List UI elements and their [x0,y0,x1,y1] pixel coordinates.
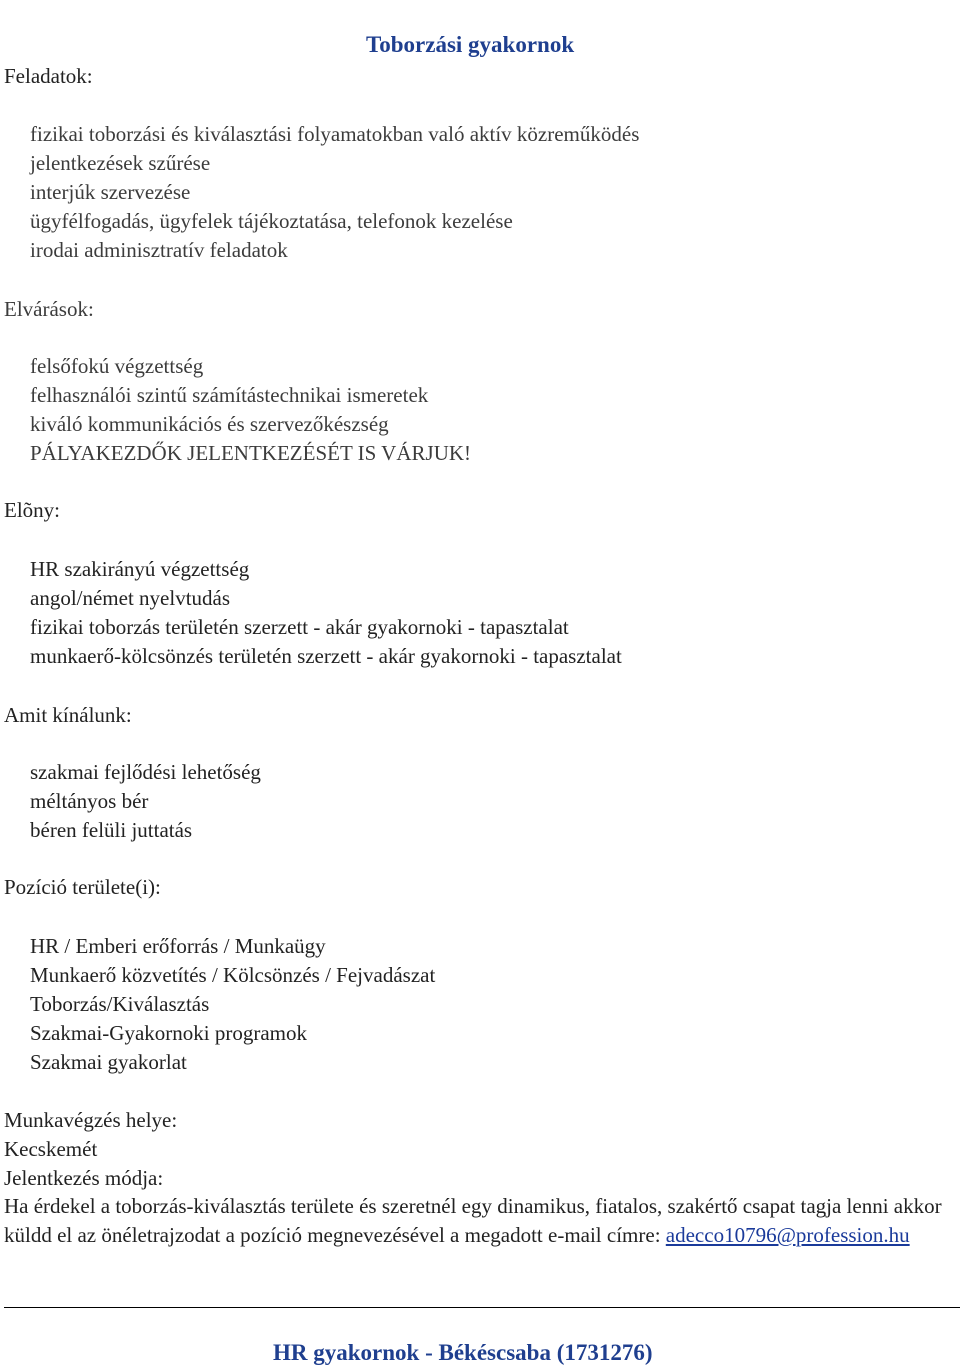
requirements-heading: Elvárások: [4,297,94,321]
list-item: méltányos bér [30,789,149,813]
list-item: fizikai toborzás területén szerzett - akár gyakornoki - tapasztalat [30,615,569,639]
page-title: Toborzási gyakornok [366,32,575,57]
list-item: Toborzás/Kiválasztás [30,992,210,1016]
application-paragraph [4,1192,960,1250]
list-item: Munkaerő közvetítés / Kölcsönzés / Fejvadászat [30,963,436,987]
list-item: felsőfokú végzettség [30,354,204,378]
workplace-value: Kecskemét [4,1137,98,1161]
list-item: béren felüli juttatás [30,818,193,842]
list-item: Szakmai-Gyakornoki programok [30,1021,308,1045]
list-item: irodai adminisztratív feladatok [30,238,288,262]
workplace-heading: Munkavégzés helye: [4,1108,178,1132]
list-item: Szakmai gyakorlat [30,1050,187,1074]
list-item: fizikai toborzási és kiválasztási folyamatokban való aktív közreműködés [30,122,640,146]
email-link[interactable]: adecco10796@profession.hu [665,1223,910,1247]
list-item: felhasználói szintű számítástechnikai ismeretek [30,383,429,407]
tasks-heading: Feladatok: [4,64,93,88]
offer-heading: Amit kínálunk: [4,703,132,727]
application-heading: Jelentkezés módja: [4,1166,164,1190]
list-item: szakmai fejlődési lehetőség [30,760,261,784]
advantage-heading: Elõny: [4,498,60,522]
application-text: Ha érdekel a toborzás-kiválasztás területe és szeretnél egy dinamikus, fiatalos, szakértő csapat tagja lenni akkor küldd el az önéletrajzodat a pozíció megnevezésével a megadott e-mail címre: [4,1194,942,1247]
footer-title: HR gyakornok - Békéscsaba (1731276) [273,1340,653,1365]
list-item: munkaerő-kölcsönzés területén szerzett - akár gyakornoki - tapasztalat [30,644,622,668]
list-item: interjúk szervezése [30,180,191,204]
list-item: HR szakirányú végzettség [30,557,250,581]
list-item: PÁLYAKEZDŐK JELENTKEZÉSÉT IS VÁRJUK! [30,441,472,465]
list-item: HR / Emberi erőforrás / Munkaügy [30,934,326,958]
list-item: kiváló kommunikációs és szervezőkészség [30,412,389,436]
list-item: ügyfélfogadás, ügyfelek tájékoztatása, telefonok kezelése [30,209,513,233]
divider [4,1307,960,1308]
list-item: angol/német nyelvtudás [30,586,231,610]
list-item: jelentkezések szűrése [30,151,211,175]
areas-heading: Pozíció területe(i): [4,875,161,899]
